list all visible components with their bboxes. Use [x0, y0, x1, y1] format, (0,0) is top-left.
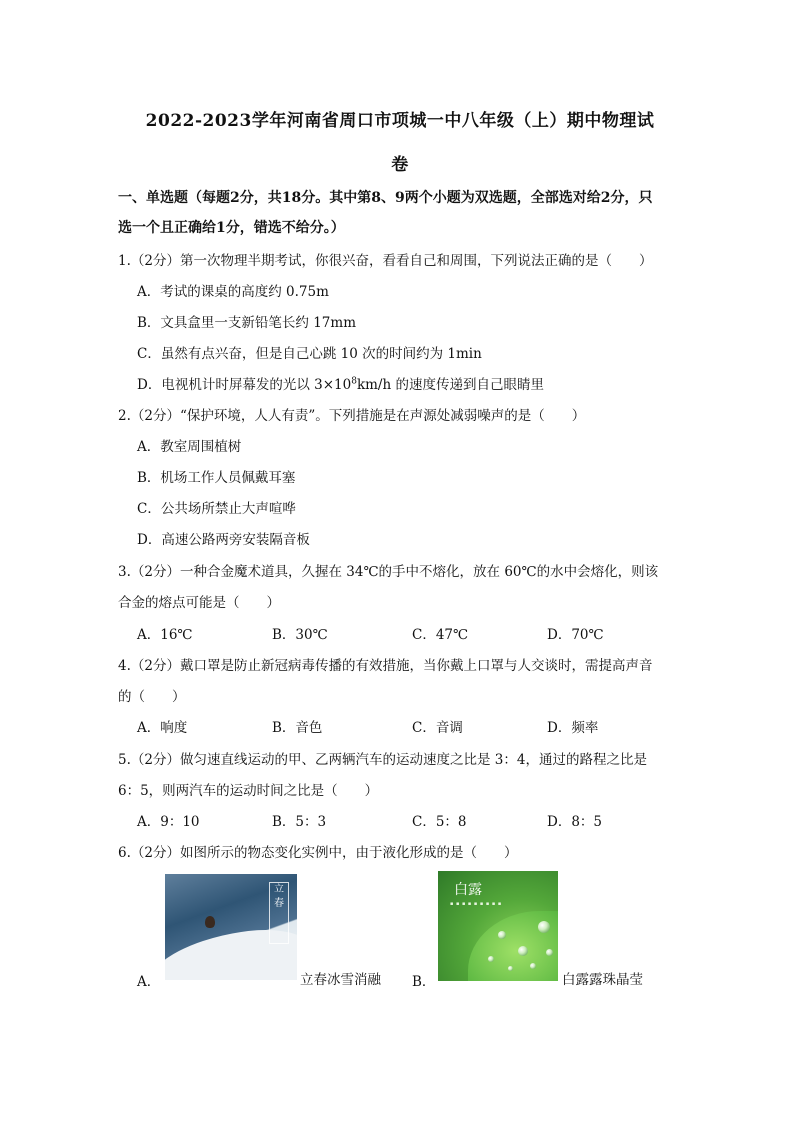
question-3-option-a: A．16℃ — [137, 627, 193, 643]
question-6-image-b-dewdrops — [438, 871, 558, 981]
question-2-option-b: B．机场工作人员佩戴耳塞 — [137, 470, 296, 486]
exam-title-line1: 2022-2023学年河南省周口市项城一中八年级（上）期中物理试 — [145, 111, 655, 131]
question-4-option-c: C．音调 — [412, 720, 463, 736]
question-6-option-a-caption: 立春冰雪消融 — [300, 972, 381, 988]
question-1-option-b: B．文具盒里一支新铅笔长约 17mm — [137, 315, 356, 331]
image-b-title: 白露 — [454, 882, 482, 898]
question-5-option-c: C．5：8 — [412, 814, 467, 830]
question-4-option-a: A．响度 — [137, 720, 188, 736]
question-6-stem: 6.（2分）如图所示的物态变化实例中，由于液化形成的是（ ） — [118, 845, 518, 861]
question-2-option-a: A．教室周围植树 — [137, 439, 242, 455]
exam-title-line2: 卷 — [391, 155, 409, 175]
question-2-option-c: C．公共场所禁止大声喧哗 — [137, 501, 296, 517]
question-3-option-b: B．30℃ — [272, 627, 328, 643]
question-3-option-c: C．47℃ — [412, 627, 469, 643]
section-heading-line1: 一、单选题（每题2分，共18分。其中第8、9两个小题为双选题，全部选对给2分，只 — [118, 190, 653, 206]
dewdrop-icon — [498, 931, 506, 939]
question-3-stem-line2: 合金的熔点可能是（ ） — [118, 595, 280, 611]
image-b-subtext: ▪ ▪ ▪ ▪ ▪ ▪ ▪ ▪ ▪ — [450, 901, 502, 907]
question-3-option-d: D．70℃ — [547, 627, 604, 643]
question-1-option-d-unit: km/h 的速度传递到自己眼睛里 — [356, 377, 544, 393]
question-6-image-a-ice-melting — [165, 874, 297, 980]
dewdrop-icon — [538, 921, 550, 933]
question-2-stem: 2.（2分）“保护环境，人人有责”。下列措施是在声源处减弱噪声的是（ ） — [118, 408, 586, 424]
question-1-stem: 1.（2分）第一次物理半期考试，你很兴奋，看看自己和周围，下列说法正确的是（ ） — [118, 253, 653, 269]
question-1-option-c: C．虽然有点兴奋，但是自己心跳 10 次的时间约为 1min — [137, 346, 482, 362]
bird-icon — [205, 916, 215, 928]
question-1-option-d — [137, 373, 544, 393]
question-4-stem-line1: 4.（2分）戴口罩是防止新冠病毒传播的有效措施，当你戴上口罩与人交谈时，需提高声音 — [118, 658, 653, 674]
dewdrop-icon — [530, 963, 536, 969]
question-5-stem-line2: 6：5，则两汽车的运动时间之比是（ ） — [118, 783, 379, 799]
question-5-option-a: A．9：10 — [137, 814, 200, 830]
question-6-option-b-label: B． — [412, 974, 436, 990]
question-6-option-a-label: A． — [137, 974, 161, 990]
question-6-option-b-caption: 白露露珠晶莹 — [562, 972, 643, 988]
question-2-option-d: D．高速公路两旁安装隔音板 — [137, 532, 310, 548]
question-4-option-d: D．频率 — [547, 720, 599, 736]
question-5-option-d: D．8：5 — [547, 814, 603, 830]
dewdrop-icon — [518, 946, 528, 956]
question-1-option-d-text: D．电视机计时屏幕发的光以 3×10 — [137, 377, 352, 393]
question-1-option-d-exponent: 8 — [351, 376, 357, 387]
question-3-stem-line1: 3.（2分）一种合金魔术道具，久握在 34℃的手中不熔化，放在 60℃的水中会熔化，则该 — [118, 564, 659, 580]
question-4-option-b: B．音色 — [272, 720, 323, 736]
image-a-title: 立春 — [269, 882, 289, 944]
question-4-stem-line2: 的（ ） — [118, 689, 186, 705]
question-5-option-b: B．5：3 — [272, 814, 327, 830]
question-5-stem-line1: 5.（2分）做匀速直线运动的甲、乙两辆汽车的运动速度之比是 3：4，通过的路程之比是 — [118, 752, 647, 768]
question-1-option-a: A．考试的课桌的高度约 0.75m — [137, 284, 329, 300]
dewdrop-icon — [546, 949, 553, 956]
section-heading-line2: 选一个且正确给1分，错选不给分。） — [118, 220, 345, 236]
dewdrop-icon — [508, 966, 513, 971]
dewdrop-icon — [488, 956, 494, 962]
